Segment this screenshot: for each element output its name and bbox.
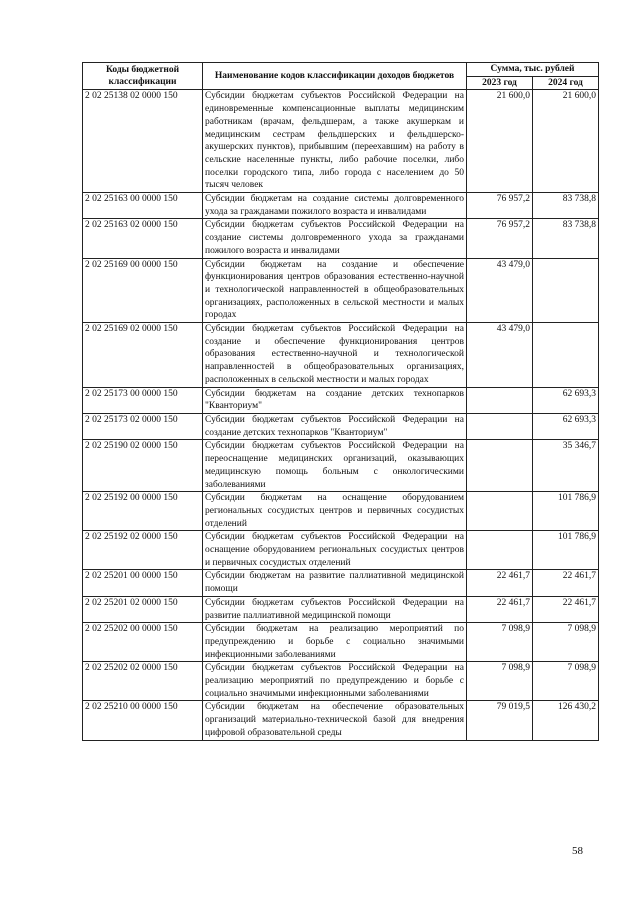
code-cell: 2 02 25202 00 0000 150 bbox=[83, 623, 203, 662]
value-2024-cell: 83 738,8 bbox=[533, 219, 599, 258]
name-cell: Субсидии бюджетам субъектов Российской Федерации на создание системы долговременного ухода за гражданами пожилого возраста и инвалидами bbox=[203, 219, 467, 258]
value-2024-cell: 101 786,9 bbox=[533, 492, 599, 531]
header-year-2023: 2023 год bbox=[467, 76, 533, 90]
name-cell: Субсидии бюджетам субъектов Российской Федерации на создание и обеспечение функционирования центров образования естественно-научной и технологической направленностей в общеобразовательных организациях, расположенных в сельской местности и малых городах bbox=[203, 323, 467, 388]
value-2023-cell: 76 957,2 bbox=[467, 193, 533, 219]
table-row bbox=[83, 387, 599, 413]
table-row bbox=[83, 623, 599, 662]
name-cell: Субсидии бюджетам субъектов Российской Федерации на переоснащение медицинских организаций, оказывающих медицинскую помощь больным с онкологическими заболеваниями bbox=[203, 440, 467, 492]
name-cell: Субсидии бюджетам на создание системы долговременного ухода за гражданами пожилого возраста и инвалидами bbox=[203, 193, 467, 219]
table-row bbox=[83, 596, 599, 622]
value-2023-cell bbox=[467, 440, 533, 492]
code-cell: 2 02 25190 02 0000 150 bbox=[83, 440, 203, 492]
name-cell: Субсидии бюджетам на развитие паллиативной медицинской помощи bbox=[203, 570, 467, 596]
name-cell: Субсидии бюджетам на оснащение оборудованием региональных сосудистых центров и первичных сосудистых отделений bbox=[203, 492, 467, 531]
code-cell: 2 02 25138 02 0000 150 bbox=[83, 90, 203, 193]
value-2024-cell: 62 693,3 bbox=[533, 387, 599, 413]
value-2024-cell: 101 786,9 bbox=[533, 531, 599, 570]
name-cell: Субсидии бюджетам субъектов Российской Федерации на создание детских технопарков "Кванториум" bbox=[203, 413, 467, 439]
code-cell: 2 02 25202 02 0000 150 bbox=[83, 662, 203, 701]
table-row bbox=[83, 413, 599, 439]
table-row bbox=[83, 258, 599, 323]
code-cell: 2 02 25173 02 0000 150 bbox=[83, 413, 203, 439]
table-row bbox=[83, 662, 599, 701]
header-codes: Коды бюджетной классификации bbox=[83, 63, 203, 90]
value-2023-cell: 7 098,9 bbox=[467, 662, 533, 701]
table-row bbox=[83, 531, 599, 570]
code-cell: 2 02 25192 02 0000 150 bbox=[83, 531, 203, 570]
value-2024-cell: 126 430,2 bbox=[533, 701, 599, 740]
code-cell: 2 02 25169 00 0000 150 bbox=[83, 258, 203, 323]
code-cell: 2 02 25201 02 0000 150 bbox=[83, 596, 203, 622]
value-2023-cell: 21 600,0 bbox=[467, 90, 533, 193]
budget-table bbox=[82, 62, 599, 741]
table-row bbox=[83, 570, 599, 596]
code-cell: 2 02 25173 00 0000 150 bbox=[83, 387, 203, 413]
table-row bbox=[83, 492, 599, 531]
header-sum: Сумма, тыс. рублей bbox=[467, 63, 599, 77]
value-2024-cell: 22 461,7 bbox=[533, 570, 599, 596]
value-2023-cell: 22 461,7 bbox=[467, 596, 533, 622]
name-cell: Субсидии бюджетам субъектов Российской Федерации на оснащение оборудованием региональных сосудистых центров и первичных сосудистых отделений bbox=[203, 531, 467, 570]
value-2024-cell: 7 098,9 bbox=[533, 623, 599, 662]
value-2024-cell: 83 738,8 bbox=[533, 193, 599, 219]
value-2023-cell: 43 479,0 bbox=[467, 323, 533, 388]
value-2023-cell bbox=[467, 531, 533, 570]
code-cell: 2 02 25201 00 0000 150 bbox=[83, 570, 203, 596]
table-row bbox=[83, 219, 599, 258]
table-row bbox=[83, 90, 599, 193]
value-2024-cell: 7 098,9 bbox=[533, 662, 599, 701]
name-cell: Субсидии бюджетам субъектов Российской Федерации на реализацию мероприятий по предупреждению и борьбе с социально значимыми инфекционными заболеваниями bbox=[203, 662, 467, 701]
value-2023-cell bbox=[467, 413, 533, 439]
code-cell: 2 02 25163 00 0000 150 bbox=[83, 193, 203, 219]
table-row bbox=[83, 440, 599, 492]
code-cell: 2 02 25169 02 0000 150 bbox=[83, 323, 203, 388]
value-2023-cell: 43 479,0 bbox=[467, 258, 533, 323]
header-year-2024: 2024 год bbox=[533, 76, 599, 90]
table-row bbox=[83, 193, 599, 219]
name-cell: Субсидии бюджетам на реализацию мероприятий по предупреждению и борьбе с социально значимыми инфекционными заболеваниями bbox=[203, 623, 467, 662]
value-2024-cell: 35 346,7 bbox=[533, 440, 599, 492]
value-2024-cell: 22 461,7 bbox=[533, 596, 599, 622]
value-2023-cell: 76 957,2 bbox=[467, 219, 533, 258]
name-cell: Субсидии бюджетам субъектов Российской Федерации на развитие паллиативной медицинской помощи bbox=[203, 596, 467, 622]
value-2024-cell bbox=[533, 258, 599, 323]
value-2023-cell: 7 098,9 bbox=[467, 623, 533, 662]
value-2024-cell: 21 600,0 bbox=[533, 90, 599, 193]
name-cell: Субсидии бюджетам на создание и обеспечение функционирования центров образования естественно-научной и технологической направленностей в общеобразовательных организациях, расположенных в сельской местности и малых городах bbox=[203, 258, 467, 323]
value-2023-cell: 22 461,7 bbox=[467, 570, 533, 596]
name-cell: Субсидии бюджетам на обеспечение образовательных организаций материально-технической базой для внедрения цифровой образовательной среды bbox=[203, 701, 467, 740]
value-2024-cell: 62 693,3 bbox=[533, 413, 599, 439]
name-cell: Субсидии бюджетам на создание детских технопарков "Кванториум" bbox=[203, 387, 467, 413]
value-2023-cell bbox=[467, 387, 533, 413]
table-header bbox=[83, 63, 599, 90]
table-body bbox=[83, 90, 599, 740]
value-2023-cell: 79 019,5 bbox=[467, 701, 533, 740]
code-cell: 2 02 25210 00 0000 150 bbox=[83, 701, 203, 740]
page-number: 58 bbox=[572, 845, 583, 857]
value-2024-cell bbox=[533, 323, 599, 388]
header-name: Наименование кодов классификации доходов бюджетов bbox=[203, 63, 467, 90]
table-row bbox=[83, 323, 599, 388]
code-cell: 2 02 25192 00 0000 150 bbox=[83, 492, 203, 531]
table-row bbox=[83, 701, 599, 740]
value-2023-cell bbox=[467, 492, 533, 531]
code-cell: 2 02 25163 02 0000 150 bbox=[83, 219, 203, 258]
name-cell: Субсидии бюджетам субъектов Российской Федерации на единовременные компенсационные выплаты медицинским работникам (врачам, фельдшерам, а также акушеркам и медицинским сестрам фельдшерских и фельдшерско-акушерских пунктов), прибывшим (переехавшим) на работу в сельские населенные пункты, либо рабочие поселки, либо поселки городского типа, либо города с населением до 50 тысяч человек bbox=[203, 90, 467, 193]
